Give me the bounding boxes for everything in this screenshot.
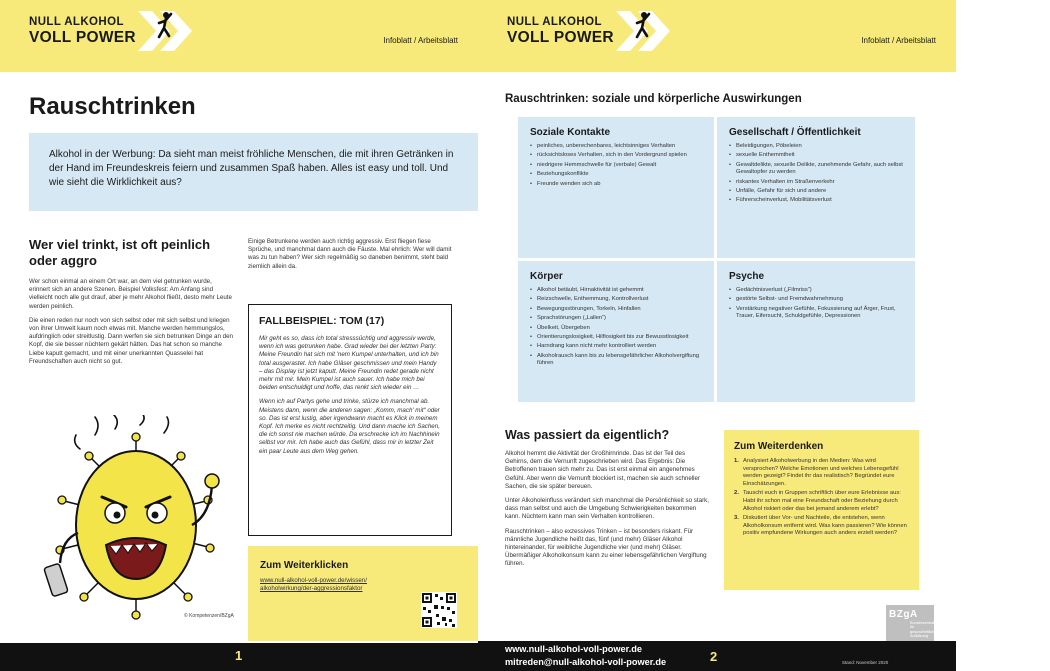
- effects-cell-social: [518, 117, 714, 258]
- brand-line-1: NULL ALKOHOL: [29, 16, 124, 28]
- task-text: Tauscht euch in Gruppen schriftlich über eure Erlebnisse aus: Habt ihr schon mal eine Freundschaft oder Beziehung durch Alkohol riskiert oder das bei jemand anderem erlebt?: [743, 490, 901, 512]
- list-item: • Alkohol betäubt, Hirnaktivität ist gehemmt: [530, 287, 702, 294]
- stand-date: Stand: November 2020: [842, 660, 889, 665]
- cell-title: Soziale Kontakte: [530, 127, 611, 138]
- body-paragraph: Einige Betrunkene werden auch richtig aggressiv. Erst fliegen fiese Sprüche, und manchmal dann auch die Fäuste. Mal ehrlich: Wer will damit was zu tun haben? Wer sich regelmäßig so daneben benimmt, steht bald ziemlich allein da.: [248, 238, 452, 270]
- brand-chevron-icon: [616, 6, 672, 56]
- body-paragraph: Die einen reden nur noch von sich selbst oder mit sich selbst und kriegen von ihrer Umwelt kaum noch etwas mit. Manche werden hemmungslos, aufdringlich oder streitlustig. Dann werfen sie sich betrunken Dinge an den Kopf, die sie besser nüchtern gekärt hätten. Das hat schon so manche Liebe kaputt gemacht, und mit einer unerkannten Quasselei hat Freundschaften auch nicht so gut.: [29, 316, 233, 365]
- brand-line-2: VOLL POWER: [29, 29, 136, 46]
- list-item: • Freunde wenden sich ab: [530, 181, 702, 188]
- list-item: • niedrigere Hemmschwelle für (verbale) Gewalt: [530, 162, 702, 169]
- task-number: 3.: [734, 515, 739, 522]
- bzga-logo-subtitle: Bundeszentrale für gesundheitliche Aufklärung: [910, 621, 937, 639]
- body-column: [505, 450, 710, 569]
- list-item: • Unfälle, Gefahr für sich und andere: [729, 188, 903, 195]
- page-number: 2: [710, 649, 718, 664]
- body-paragraph: Wer schon einmal an einem Ort war, an dem viel getrunken wurde, erinnert sich an andere Szenen. Beispiel Volksfest: Am Anfang sind vielleicht noch alle gut drauf, aber je mehr Alkohol fließt, desto mehr Leute werden peinlich.: [29, 278, 232, 310]
- effects-cell-society: [717, 117, 915, 258]
- body-paragraph: Rauschtrinken – also exzessives Trinken – ist besonders riskant. Für männliche Jugendliche heißt das, fünf (und mehr) Gläser Alkohol hintereinander, für weibliche Jugendliche vier (und mehr) Gläser. Übermäßiger Alkoholkonsum kann zu einer lebensgefährlichen Vergiftung führen.: [505, 527, 707, 568]
- list-item: • Gedächtnisverlust („Filmriss“): [729, 287, 903, 294]
- body-paragraph: Alkohol hemmt die Aktivität der Großhirnrinde. Das ist der Teil des Gehirns, dem die Vernunft zugeschrieben wird. Das Ergebnis: Die Betroffenen trauen sich mehr zu. Das ist erst einmal ein angenehmes Gefühl. Aber wenn die Vernunft blockiert ist, machen sie auch schneller Sachen, die sie später bereuen.: [505, 450, 701, 490]
- page-number: 1: [235, 648, 243, 663]
- list-item: • gestörte Selbst- und Fremdwahrnehmung: [729, 296, 903, 303]
- brand-line-2: VOLL POWER: [507, 29, 614, 46]
- case-study-box: [248, 304, 452, 536]
- list-item: • Orientierungslosigkeit, Hilflosigkeit bis zur Bewusstlosigkeit: [530, 334, 702, 341]
- task-text: Analysiert Alkoholwerbung in den Medien: Was wird versprochen? Welche Emotionen und welches Lebensgefühl werden gezeigt? Findet ihr das realistisch? Begründet eure Einschätzungen.: [743, 458, 899, 487]
- list-item: • Gewaltdelikte, sexuelle Delikte, zunehmende Gefahr, auch selbst Gewaltopfer zu werden: [729, 162, 903, 177]
- brand-line-1: NULL ALKOHOL: [507, 16, 602, 28]
- list-item: • Reizschwelle, Enthemmung, Kontrollverlust: [530, 296, 702, 303]
- list-item: • rücksichtsloses Verhalten, sich in den Vordergrund spielen: [530, 152, 702, 159]
- task-item: [734, 515, 909, 538]
- page-2: [478, 0, 956, 671]
- angry-virus-illustration: [40, 415, 230, 625]
- body-column-2: [248, 238, 453, 271]
- cell-title: Gesellschaft / Öffentlichkeit: [729, 127, 861, 138]
- weiterdenken-title: Zum Weiterdenken: [734, 441, 824, 452]
- list-item: • Verstärkung negativer Gefühle, Fokussierung auf Ärger, Frust, Trauer, Eifersucht, Schuldgefühle, Depressionen: [729, 306, 903, 321]
- case-study-paragraph: Wenn ich auf Partys gehe und trinke, stürze ich manchmal ab. Meistens dann, wenn die anderen sagen: „Komm, mach' mit“ oder so. Das ist erst lustig, aber irgendwann macht es Klick in meinem Kopf. Ich merke es nicht rechtzeitig. Und dann mache ich Sachen, die ich sonst nie machen würde. Da erschrecke ich im Nachhinein selbst vor mir. Ich habe auch das Gefühl, dass mir in letzter Zeit ein paar Leute aus dem Weg gehen.: [259, 398, 440, 455]
- task-number: 2.: [734, 490, 739, 497]
- page-1: [0, 0, 478, 671]
- intro-box: [29, 133, 478, 211]
- task-text: Diskutiert über Vor- und Nachteile, die entstehen, wenn Alkoholkonsum entfernt wird. Was kann passieren? Wie können positiv empfundene Wirkungen auch anders erzielt werden?: [743, 515, 907, 537]
- case-study-paragraph: Mir geht es so, dass ich total stresssüchtig und aggressiv werde, wenn ich was getrunken habe. Grad wieder bei der letzten Party: Meine Freundin hat sich mit 'nem Kumpel unterhalten, und ich bin total ausgerastet. Ich habe Gläser geschmissen und mein Handy – das Display ist jetzt kaputt. Meine Freundin redet gerade nicht mehr mit mir. Mein Kumpel ist auch sauer. Ich habe mich bei beiden entschuldigt und hoffe, das renkt sich wieder ein …: [259, 335, 439, 392]
- list-item: • Führerscheinverlust, Mobilitätsverlust: [729, 197, 903, 204]
- body-paragraph: Unter Alkoholeinfluss verändert sich manchmal die Persönlichkeit so stark, dass man selbst und auch die Umgebung Schwierigkeiten bekommen kann. Nüchtern kann man sein Verhalten kontrollieren.: [505, 497, 709, 521]
- effects-cell-psyche: [717, 261, 915, 402]
- task-item: [734, 458, 909, 488]
- list-item: • Harndrang kann nicht mehr kontrolliert werden: [530, 343, 702, 350]
- brand-chevron-icon: [138, 6, 194, 56]
- page-title: Rauschtrinken: soziale und körperliche Auswirkungen: [505, 93, 802, 105]
- footer-mail-link[interactable]: mitreden@null-alkohol-voll-power.de: [505, 657, 667, 667]
- weiterklicken-title: Zum Weiterklicken: [260, 560, 349, 571]
- image-credit: © Kompetenzen/BZgA: [184, 613, 234, 619]
- cell-title: Körper: [530, 271, 563, 282]
- list-item: • Bewegungsstörungen, Torkeln, Hinfallen: [530, 306, 702, 313]
- doc-type-label: Infoblatt / Arbeitsblatt: [383, 36, 458, 45]
- weiterklicken-link[interactable]: alkoholwirkung/der-aggressionsfaktor: [260, 585, 363, 593]
- list-item: • sexuelle Enthemmtheit: [729, 152, 903, 159]
- section-heading: Wer viel trinkt, ist oft peinlich oder aggro: [29, 237, 211, 268]
- intro-text: Alkohol in der Werbung: Da sieht man meist fröhliche Menschen, die mit ihren Getränken in der Hand im Freundeskreis feiern und zusammen Spaß haben. Alles ist easy und toll. Und wie sieht die Wirklichkeit aus?: [49, 149, 454, 188]
- list-item: • peinliches, unberechenbares, leichtsinniges Verhalten: [530, 143, 702, 150]
- bzga-logo-text: BZgA: [889, 609, 918, 620]
- list-item: • Übelkeit, Übergeben: [530, 325, 702, 332]
- section-heading: Was passiert da eigentlich?: [505, 428, 670, 442]
- effects-cell-body: [518, 261, 714, 402]
- qr-code-icon[interactable]: [421, 592, 457, 628]
- task-number: 1.: [734, 458, 739, 464]
- brand-logo: [29, 15, 136, 46]
- footer-url-link[interactable]: www.null-alkohol-voll-power.de: [505, 644, 642, 654]
- task-item: [734, 490, 909, 513]
- blank-margin: [956, 0, 1050, 671]
- weiterklicken-link[interactable]: www.null-alkohol-voll-power.de/wissen/: [260, 577, 367, 584]
- page-title: Rauschtrinken: [29, 93, 196, 120]
- list-item: • Beleidigungen, Pöbeleien: [729, 143, 903, 150]
- list-item: • Sprachstörungen („Lallen“): [530, 315, 702, 322]
- list-item: • Beziehungskonflikte: [530, 171, 702, 178]
- body-column-1: [29, 278, 234, 366]
- case-study-title: FALLBEISPIEL: TOM (17): [259, 315, 385, 327]
- list-item: • riskantes Verhalten im Straßenverkehr: [729, 179, 903, 186]
- effects-grid: [518, 117, 915, 402]
- cell-title: Psyche: [729, 271, 765, 282]
- list-item: • Alkoholrausch kann bis zu lebensgefährlicher Alkoholvergiftung führen: [530, 353, 702, 368]
- weiterdenken-box: [724, 430, 919, 590]
- brand-logo: [507, 15, 614, 46]
- doc-type-label: Infoblatt / Arbeitsblatt: [861, 36, 936, 45]
